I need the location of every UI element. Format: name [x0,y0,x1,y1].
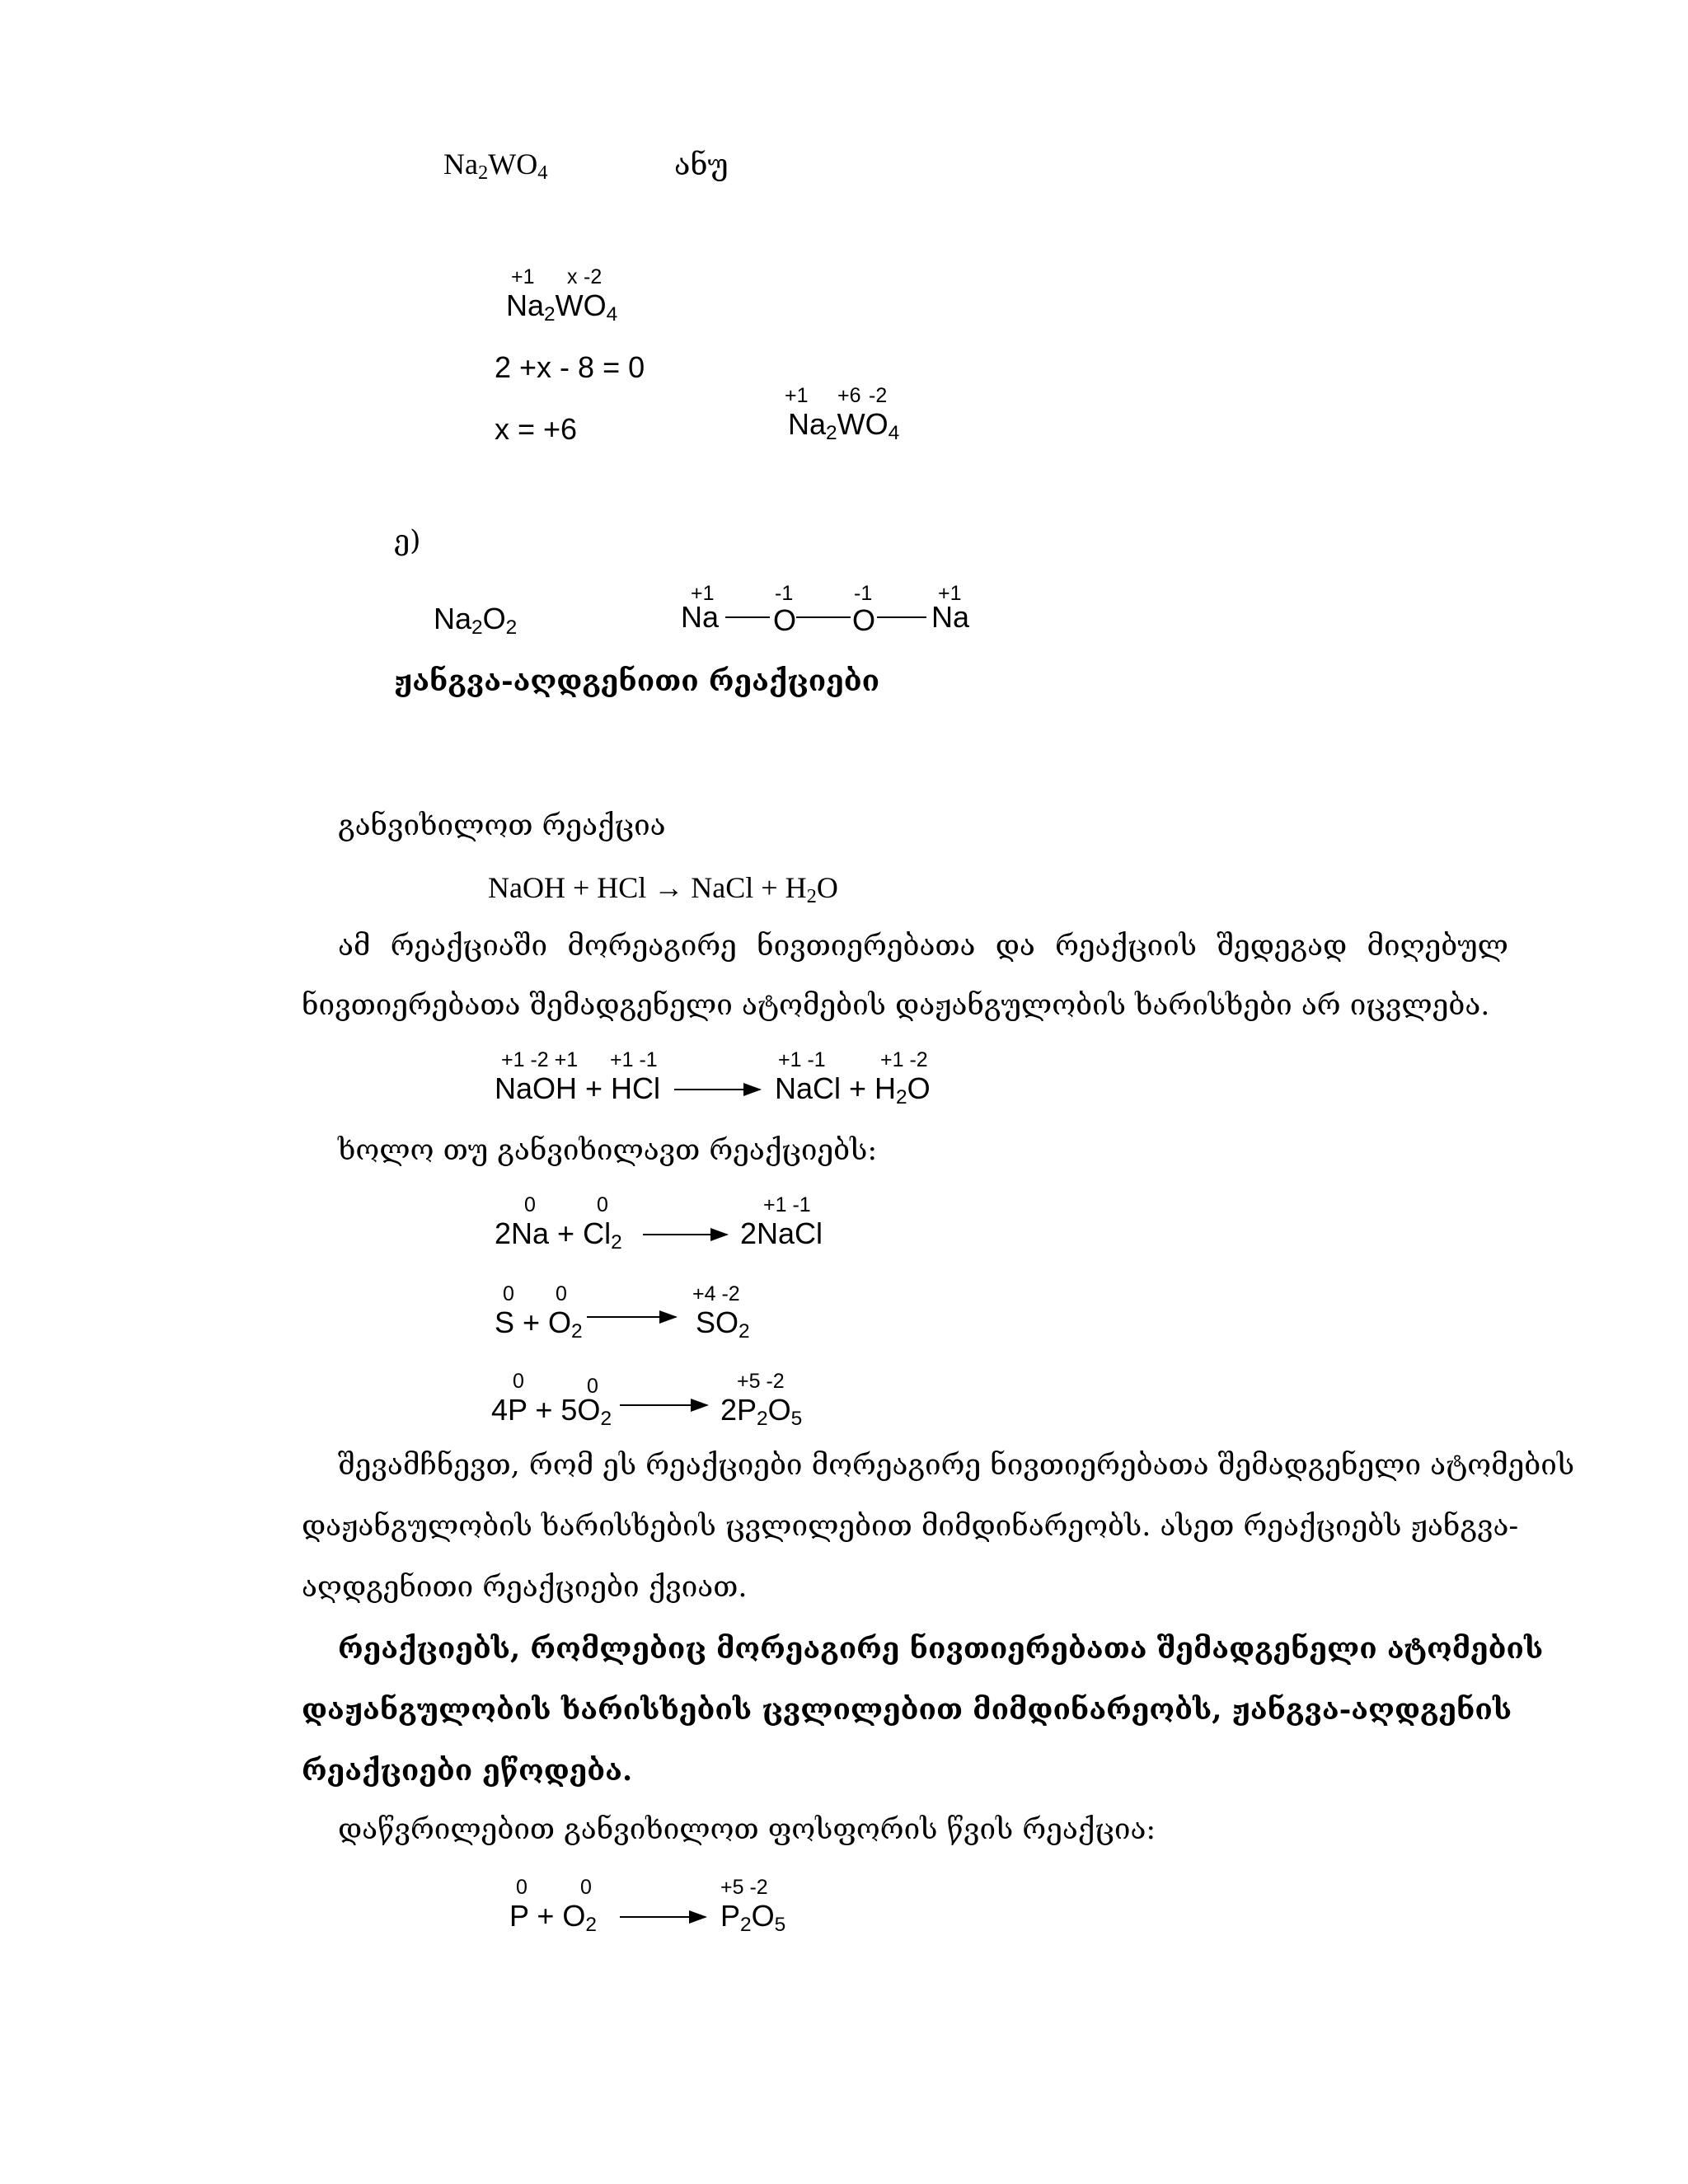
final-rxn-left: $P + O_2$ [509,1899,597,1937]
rxn3-right: $2P_2O_5$ [720,1393,803,1431]
reaction-arrow-icon [620,1916,706,1918]
peroxide-atom-o2: O [852,603,876,637]
rxn1-ox-na: 0 [524,1193,536,1216]
rxn-naoh-right: NaCl + $H_2O$ [775,1071,931,1109]
final-ox-p2o5: +5 -2 [720,1876,768,1899]
ox-hcl: +1 -1 [610,1048,658,1071]
definition-line1: რეაქციებს, რომლებიც მორეაგირე ნივთიერებათა შემადგენელი ატომების [338,1632,1544,1666]
intro-paragraph-line1: ამ რეაქციაში მორეაგირე ნივთიერებათა და რეაქციის შედეგად მიღებულ [338,930,1508,963]
ox-nacl: +1 -1 [778,1048,826,1071]
rxn2-ox-s: 0 [503,1282,514,1305]
rxn1-left: $2Na + Cl_2$ [495,1216,622,1254]
paragraph2-line2: დაჟანგულობის ხარისხების ცვლილებით მიმდინარეობს. ასეთ რეაქციებს ჟანგვა- [302,1510,1519,1543]
final-rxn-right: $P_2O_5$ [720,1899,786,1937]
paragraph2-line3: აღდგენითი რეაქციები ქვიათ. [302,1571,748,1604]
definition-line3: რეაქციები ეწოდება. [302,1754,633,1788]
result-ox-na: +1 [785,384,809,407]
formula-na2o2: $Na_2O_2$ [434,602,518,640]
ox-naoh: +1 -2 +1 [501,1048,579,1071]
result-ox-o: -2 [869,384,888,407]
peroxide-ox-na1: +1 [691,582,715,605]
rxn1-ox-cl: 0 [597,1193,608,1216]
final-ox-p: 0 [516,1876,528,1899]
final-lead: დაწვრილებით განვიხილოთ ფოსფორის წვის რეაქცია: [338,1813,1156,1846]
result-formula-na2wo4: $Na_2WO_4$ [788,407,900,445]
bond-o-o [796,616,851,618]
ox-state-na: +1 [511,265,535,288]
rxn2-ox-o: 0 [556,1282,567,1305]
result-ox-w: +6 [837,384,861,407]
equation-sum: 2 +x - 8 = 0 [495,350,645,384]
rxn2-ox-so2: +4 -2 [692,1282,740,1305]
peroxide-atom-na1: Na [681,600,720,634]
paragraph2-line1: შევამჩნევთ, რომ ეს რეაქციები მორეაგირე ნივთიერებათა შემადგენელი ატომების [338,1449,1575,1482]
rxn3-ox-o: 0 [587,1375,598,1398]
word-anu: ანუ [674,148,729,182]
reaction-arrow-icon [620,1404,707,1406]
bond-na-o [725,616,770,618]
section-label-e: ე) [394,524,421,557]
section-heading-redox: ჟანგვა-აღდგენითი რეაქციები [394,664,880,698]
intro-lead: განვიხილოთ რეაქცია [338,809,666,842]
equation-naoh-hcl: NaOH + HCl → NaCl + $H_2O$ [488,871,838,908]
peroxide-atom-na2: Na [931,600,970,634]
peroxide-ox-na2: +1 [938,582,962,605]
reaction-arrow-icon [587,1316,676,1318]
rxn1-right: 2NaCl [740,1216,823,1250]
transition-text: ხოლო თუ განვიხილავთ რეაქციებს: [338,1134,878,1167]
rxn2-right: $SO_2$ [696,1305,750,1343]
reaction-arrow-icon [674,1089,760,1090]
peroxide-ox-o2: -1 [854,582,873,605]
ox-state-w: x [567,265,578,288]
rxn3-left: $4P + 5O_2$ [491,1393,612,1431]
ox-h2o: +1 -2 [880,1048,928,1071]
ox-state-o: -2 [584,265,603,288]
equation-result: x = +6 [495,412,578,446]
bond-o-na [877,616,926,618]
final-ox-o: 0 [580,1876,592,1899]
rxn2-left: $S + O_2$ [495,1305,583,1343]
formula-na2wo4: $Na_2WO_4$ [506,288,618,326]
definition-line2: დაჟანგულობის ხარისხების ცვლილებით მიმდინარეობს, ჟანგვა-აღდგენის [302,1693,1512,1727]
peroxide-ox-o1: -1 [775,582,794,605]
rxn-naoh-left: NaOH + HCl [495,1071,661,1105]
reaction-arrow-icon [643,1234,727,1235]
intro-paragraph-line2: ნივთიერებათა შემადგენელი ატომების დაჟანგულობის ხარისხები არ იცვლება. [302,989,1490,1022]
rxn3-ox-p: 0 [513,1370,524,1393]
formula-na2wo4-serif: $Na_2WO_4$ [443,148,548,185]
peroxide-atom-o1: O [773,603,797,637]
rxn3-ox-p2o5: +5 -2 [737,1370,785,1393]
rxn1-ox-nacl: +1 -1 [763,1193,811,1216]
